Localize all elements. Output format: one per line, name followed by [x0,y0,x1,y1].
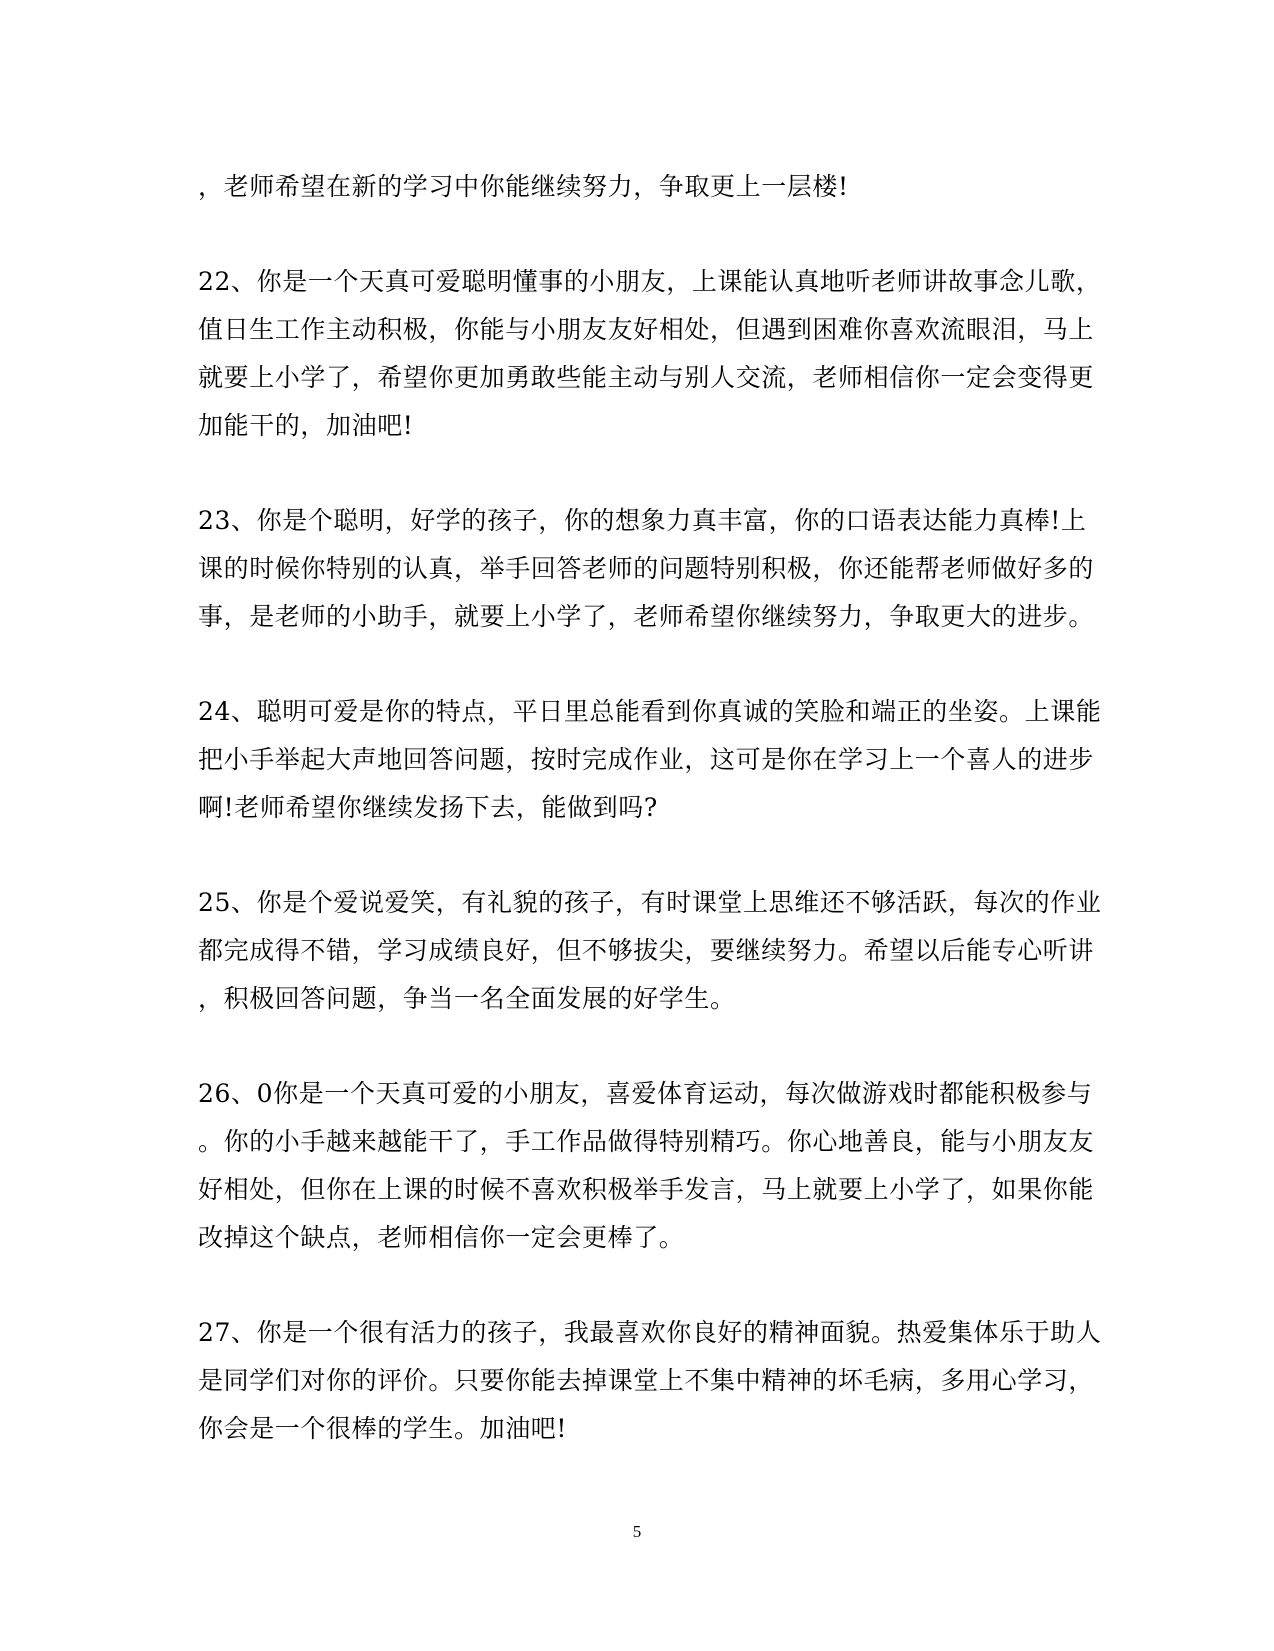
text-line: 就要上小学了，希望你更加勇敢些能主动与别人交流，老师相信你一定会变得更 [198,363,1095,392]
text-line: 啊!老师希望你继续发扬下去，能做到吗? [198,793,658,822]
text-line: 事，是老师的小助手，就要上小学了，老师希望你继续努力，争取更大的进步。 [198,602,1095,631]
document-body [198,163,1102,1453]
text-line: 加能干的，加油吧! [198,411,414,440]
text-line: 把小手举起大声地回答问题，按时完成作业，这可是你在学习上一个喜人的进步 [198,745,1095,774]
text-line: 都完成得不错，学习成绩良好，但不够拔尖，要继续努力。希望以后能专心听讲 [198,936,1095,965]
paragraph-21-continued [198,163,1078,211]
text-line: ，积极回答问题，争当一名全面发展的好学生。 [198,984,736,1013]
paragraph-24 [198,688,1102,832]
text-line: 26、0你是一个天真可爱的小朋友，喜爱体育运动，每次做游戏时都能积极参与 [198,1079,1093,1108]
paragraph-26 [198,1070,1095,1262]
text-line: 。你的小手越来越能干了，手工作品做得特别精巧。你心地善良，能与小朋友友 [198,1127,1095,1156]
text-line: 22、你是一个天真可爱聪明懂事的小朋友，上课能认真地听老师讲故事念儿歌， [198,267,1102,296]
paragraph-22 [198,258,1102,450]
page-number: 5 [632,1522,642,1541]
text-line: 值日生工作主动积极，你能与小朋友友好相处，但遇到困难你喜欢流眼泪，马上 [198,315,1095,344]
paragraph-27 [198,1309,1102,1453]
text-line: 好相处，但你在上课的时候不喜欢积极举手发言，马上就要上小学了，如果你能 [198,1175,1095,1204]
text-line: 24、聪明可爱是你的特点，平日里总能看到你真诚的笑脸和端正的坐姿。上课能 [198,697,1102,726]
text-line: 23、你是个聪明，好学的孩子，你的想象力真丰富，你的口语表达能力真棒!上 [198,506,1087,535]
text-line: 27、你是一个很有活力的孩子，我最喜欢你良好的精神面貌。热爱集体乐于助人 [198,1318,1102,1347]
text-line: 25、你是个爱说爱笑，有礼貌的孩子，有时课堂上思维还不够活跃，每次的作业 [198,888,1102,917]
paragraph-23 [198,497,1095,641]
text-line: 你会是一个很棒的学生。加油吧! [198,1414,568,1443]
text-line: 是同学们对你的评价。只要你能去掉课堂上不集中精神的坏毛病，多用心学习， [198,1366,1095,1395]
paragraph-25 [198,879,1102,1023]
text-line: ，老师希望在新的学习中你能继续努力，争取更上一层楼! [198,172,849,201]
text-line: 课的时候你特别的认真，举手回答老师的问题特别积极，你还能帮老师做好多的 [198,554,1095,583]
text-line: 改掉这个缺点，老师相信你一定会更棒了。 [198,1223,685,1252]
